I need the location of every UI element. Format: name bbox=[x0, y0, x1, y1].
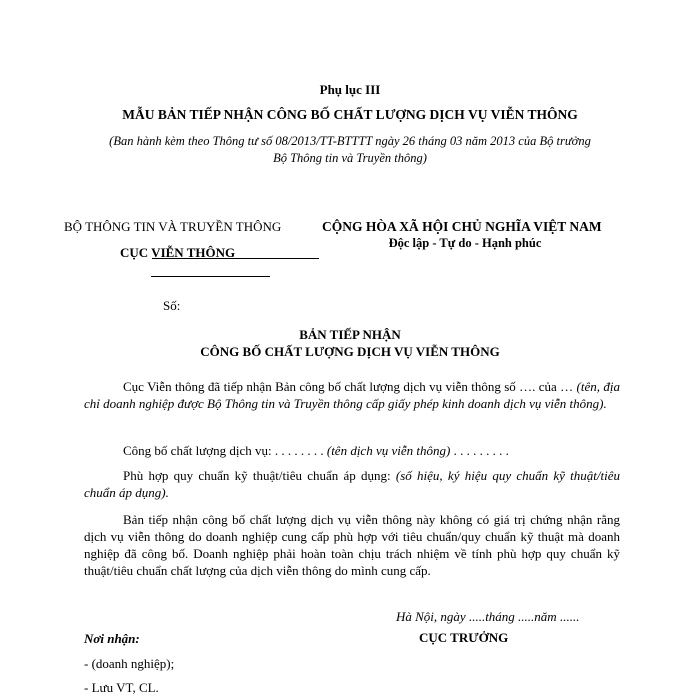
paragraph-standard-text: Phù hợp quy chuẩn kỹ thuật/tiêu chuẩn áp dụng: bbox=[123, 468, 396, 483]
national-motto: Độc lập - Tự do - Hạnh phúc bbox=[388, 236, 542, 250]
issued-note-line-1: (Ban hành kèm theo Thông tư số 08/2013/TT-BTTTT ngày 26 tháng 03 năm 2013 của Bộ trưởng bbox=[109, 134, 591, 148]
paragraph-receipt-placeholder: (tên, địa chỉ doanh nghiệp được Bộ Thông tin và Truyền thông cấp giấy phép kinh doanh dịch vụ viễn thông). bbox=[84, 379, 620, 411]
recipients-label: Nơi nhận: bbox=[84, 631, 140, 646]
paragraph-disclaimer: Bản tiếp nhận công bố chất lượng dịch vụ viễn thông này không có giá trị chứng nhận rằng dịch vụ viễn thông do doanh nghiệp cung cấp phù hợp với tiêu chuẩn/quy chuẩn kỹ thuật mà doanh nghiệp đã công bố. Doanh nghiệp phải hoàn toàn chịu trách nhiệm về tính phù hợp quy chuẩn kỹ thuật/tiêu chuẩn chất lượng của dịch viễn thông do mình cung cấp. bbox=[84, 512, 620, 578]
paragraph-standard bbox=[84, 467, 620, 501]
form-title: MẪU BẢN TIẾP NHẬN CÔNG BỐ CHẤT LƯỢNG DỊCH VỤ VIỄN THÔNG bbox=[122, 107, 578, 122]
issued-note-line-2: Bộ Thông tin và Truyền thông) bbox=[273, 151, 427, 165]
paragraph-service-text: Công bố chất lượng dịch vụ: . . . . . . . . bbox=[123, 443, 327, 458]
paragraph-service bbox=[123, 442, 583, 459]
header-divider-line bbox=[151, 276, 270, 277]
appendix-label: Phụ lục III bbox=[319, 82, 381, 97]
director-title: CỤC TRƯỞNG bbox=[419, 630, 509, 645]
department-underline bbox=[152, 258, 319, 259]
document-title-line-1: BẢN TIẾP NHẬN bbox=[299, 327, 401, 342]
place-date: Hà Nội, ngày .....tháng .....năm ...... bbox=[396, 609, 580, 624]
recipient-item: - Lưu VT, CL. bbox=[84, 680, 159, 695]
republic-name: CỘNG HÒA XÃ HỘI CHỦ NGHĨA VIỆT NAM bbox=[322, 219, 602, 234]
paragraph-service-placeholder: (tên dịch vụ viễn thông) bbox=[326, 443, 451, 458]
department-name: CỤC VIỄN THÔNG bbox=[120, 245, 236, 260]
ministry-name: BỘ THÔNG TIN VÀ TRUYỀN THÔNG bbox=[64, 219, 282, 234]
document-title-line-2: CÔNG BỐ CHẤT LƯỢNG DỊCH VỤ VIỄN THÔNG bbox=[200, 344, 500, 359]
paragraph-standard-placeholder: (số hiệu, ký hiệu quy chuẩn kỹ thuật/tiêu chuẩn áp dụng). bbox=[84, 468, 620, 500]
document-number-label: Số: bbox=[163, 298, 181, 313]
recipient-item: - (doanh nghiệp); bbox=[84, 656, 175, 671]
paragraph-receipt bbox=[84, 378, 620, 412]
paragraph-receipt-text: Cục Viễn thông đã tiếp nhận Bản công bố chất lượng dịch vụ viễn thông số …. của … bbox=[123, 379, 577, 394]
paragraph-service-tail: . . . . . . . . . bbox=[450, 443, 509, 458]
